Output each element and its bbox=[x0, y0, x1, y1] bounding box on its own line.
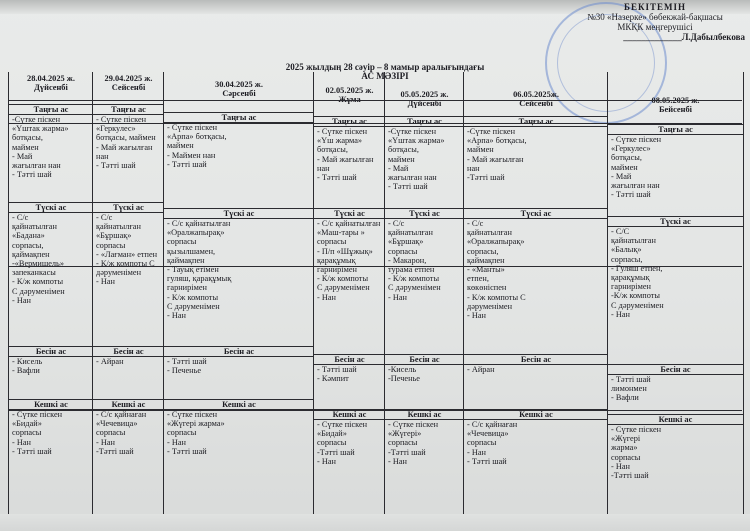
meal-items-text: - С/с қайнатылған «Бадана» сорпасы, қаймақпен -«Вермишель» запеканкасы - К/ж компоты С дәруменімен - Нан bbox=[12, 213, 65, 305]
meal-items-text: - С/с қайнатылған «Оралжапырақ» сорпасы қызылшамен, қаймақпен - Тауық етімен гуляш, қарақұмық гарнирімен - К/ж компоты С дәруменімен - Нан bbox=[167, 219, 232, 321]
meal-items-text: - Тәтті шай лимонмен - Вафли bbox=[611, 375, 651, 403]
meal-heading: Таңғы ас bbox=[464, 116, 608, 127]
meal-heading: Түскі ас bbox=[385, 208, 464, 219]
meal-heading: Таңғы ас bbox=[385, 116, 464, 127]
day-header bbox=[464, 90, 608, 108]
meal-items-text: - Сүтке піскен «Геркулес» ботқасы, маймен - Май жағылған нан - Тәтті шай bbox=[96, 115, 156, 171]
meal-items-text: - Сүтке піскен «Жүгері жарма» сорпасы - Нан - Тәтті шай bbox=[167, 410, 225, 456]
meal-heading: Кешкі ас bbox=[9, 399, 93, 410]
meal-items bbox=[12, 410, 91, 456]
meal-items-text: - С/с қайнатылған «Оралжапырақ» сорпасы, қаймақпен - «Манты» етпен, көкөніспен - К/ж компоты С дәруменімен - Нан bbox=[467, 219, 526, 321]
meal-heading: Бесін ас bbox=[164, 346, 314, 357]
meal-items-text: - С/с қайнатылған «Бұршақ» сорпасы - «Лағман» етпен - К/ж компоты С дәруменімен - Нан bbox=[96, 213, 158, 287]
meal-items-text: - Айран bbox=[467, 365, 495, 374]
meal-heading: Бесін ас bbox=[464, 354, 608, 365]
day-column bbox=[313, 72, 385, 514]
meal-items bbox=[12, 357, 91, 375]
meal-items bbox=[317, 127, 383, 182]
day-date: 06.05.2025ж. bbox=[513, 90, 559, 99]
day-weekday: Бейсенбі bbox=[659, 105, 692, 114]
meal-items-text: - Тәтті шай - Печенье bbox=[167, 357, 207, 376]
meal-heading: Түскі ас bbox=[164, 208, 314, 219]
meal-heading: Кешкі ас bbox=[464, 409, 608, 420]
meal-items bbox=[467, 365, 606, 374]
day-column bbox=[607, 72, 744, 514]
approval-org: №30 «Назерке» бөбекжай-бақшасы bbox=[587, 12, 723, 22]
day-header bbox=[608, 96, 743, 114]
meal-items-text: - С/с қайнатылған «Бұршақ» сорпасы - Макарон, турама етпен - К/ж компоты С дәруменімен - Нан bbox=[388, 219, 441, 302]
meal-heading: Кешкі ас bbox=[93, 399, 164, 410]
row-divider bbox=[8, 410, 742, 411]
day-weekday: Сейсенбі bbox=[519, 99, 553, 108]
meal-items-text: - Кисель - Вафли bbox=[12, 357, 43, 376]
day-column bbox=[463, 72, 608, 514]
meal-items-text: - Сүтке піскен «Бидай» сорпасы -Тәтті шай - Нан bbox=[317, 420, 368, 466]
meal-items bbox=[317, 365, 383, 383]
meal-items-text: - С/с қайнаған «Чечевица» сорпасы - Нан - Тәтті шай bbox=[467, 420, 518, 466]
meal-heading: Таңғы ас bbox=[9, 104, 93, 115]
meal-items bbox=[467, 127, 606, 182]
meal-items bbox=[12, 115, 91, 179]
meal-items-text: -Кисель -Печенье bbox=[388, 365, 420, 384]
meal-heading: Түскі ас bbox=[93, 202, 164, 213]
meal-heading: Кешкі ас bbox=[608, 414, 743, 425]
meal-heading: Кешкі ас bbox=[314, 409, 385, 420]
meal-items-text: - Сүтке піскен «Арпа» ботқасы, маймен - Маймен нан - Тәтті шай bbox=[167, 123, 227, 169]
meal-heading: Түскі ас bbox=[9, 202, 93, 213]
menu-heading: АС МӘЗІРІ bbox=[361, 71, 409, 81]
meal-heading: Таңғы ас bbox=[93, 104, 164, 115]
approval-position: МКҚК меңгерушісі bbox=[617, 22, 693, 32]
day-header bbox=[164, 80, 314, 98]
meal-items-text: - С/С қайнатылған «Балық» сорпасы, - Гуляш етпен, қарақұмық гарнирімен -К/ж компоты С дәруменімен - Нан bbox=[611, 227, 664, 319]
approval-block bbox=[565, 2, 745, 42]
day-date: 05.05.2025 ж. bbox=[400, 90, 449, 99]
meal-heading: Бесін ас bbox=[314, 354, 385, 365]
meal-heading: Түскі ас bbox=[314, 208, 385, 219]
meal-items-text: -Сүтке піскен «Үштак жарма» ботқасы, маймен - Май жағылған нан - Тәтті шай bbox=[388, 127, 445, 192]
meal-heading: Бесін ас bbox=[9, 346, 93, 357]
meal-items bbox=[611, 135, 741, 199]
meal-items bbox=[611, 227, 741, 319]
day-date: 29.04.2025 ж. bbox=[104, 74, 153, 83]
approval-signature: _____________Л.Дабылбекова bbox=[623, 32, 745, 42]
meal-heading: Таңғы ас bbox=[314, 116, 385, 127]
meal-items bbox=[467, 420, 606, 466]
meal-heading: Түскі ас bbox=[464, 208, 608, 219]
meal-heading: Кешкі ас bbox=[385, 409, 464, 420]
day-header bbox=[93, 74, 164, 92]
meal-heading: Бесін ас bbox=[93, 346, 164, 357]
meal-items-text: - Сүтке піскен «Жүгері» сорпасы -Тәтті шай - Нан bbox=[388, 420, 439, 466]
day-weekday: Жұма bbox=[338, 95, 361, 104]
meal-heading: Кешкі ас bbox=[164, 399, 314, 410]
meal-items-text: - Айран bbox=[96, 357, 124, 366]
day-weekday: Сәрсенбі bbox=[222, 89, 256, 98]
meal-items bbox=[167, 123, 312, 169]
meal-items bbox=[388, 219, 462, 302]
meal-items-text: - Сүтке піскен «Геркулес» ботқасы, маймен - Май жағылған нан - Тәтті шай bbox=[611, 135, 662, 200]
meal-items bbox=[388, 420, 462, 466]
day-header bbox=[385, 90, 464, 108]
day-header bbox=[314, 86, 385, 104]
meal-heading: Түскі ас bbox=[608, 216, 743, 227]
menu-period: 2025 жылдың 28 сәуір – 8 мамыр аралығындағы bbox=[285, 62, 485, 72]
day-date: 30.04.2025 ж. bbox=[215, 80, 263, 89]
row-divider bbox=[8, 100, 742, 101]
day-date: 28.04.2025 ж. bbox=[27, 74, 75, 83]
meal-items bbox=[611, 375, 741, 403]
meal-items bbox=[96, 213, 162, 287]
row-divider bbox=[8, 266, 742, 267]
day-column bbox=[8, 72, 93, 514]
meal-items bbox=[388, 127, 462, 191]
meal-items-text: - С/с қайнаған «Чечевица» сорпасы - Нан -Тәтті шай bbox=[96, 410, 147, 456]
meal-heading: Таңғы ас bbox=[608, 124, 743, 135]
day-column bbox=[384, 72, 464, 514]
meal-items bbox=[611, 425, 741, 480]
meal-items-text: -Сүтке піскен «Үштак жарма» ботқасы, маймен - Май жағылған нан - Тәтті шай bbox=[12, 115, 69, 180]
meal-heading: Бесін ас bbox=[608, 364, 743, 375]
meal-items bbox=[12, 213, 91, 305]
meal-heading: Таңғы ас bbox=[164, 112, 314, 123]
meal-items bbox=[317, 219, 383, 302]
meal-heading: Бесін ас bbox=[385, 354, 464, 365]
meal-items bbox=[388, 365, 462, 383]
meal-items-text: - Сүтке піскен «Бидай» сорпасы - Нан - Тәтті шай bbox=[12, 410, 63, 456]
meal-items bbox=[96, 357, 162, 366]
meal-items bbox=[167, 410, 312, 456]
meal-items bbox=[96, 410, 162, 456]
day-column bbox=[163, 72, 314, 514]
row-divider bbox=[8, 123, 742, 124]
day-date: 02.05.2025 ж. bbox=[325, 86, 374, 95]
day-weekday: Дүйсенбі bbox=[407, 99, 442, 108]
day-weekday: Сейсенбі bbox=[111, 83, 146, 92]
meal-items-text: - С/с қайнатылған «Маш-тары » сорпасы - П/п «Шұжық» қарақұмық гарнирімен - К/ж компоты С дәруменімен - Нан bbox=[317, 219, 381, 302]
meal-items-text: -Сүтке піскен «Арпа» ботқасы, маймен - Май жағылған нан -Тәтті шай bbox=[467, 127, 527, 183]
meal-items bbox=[467, 219, 606, 320]
day-weekday: Дүйсенбі bbox=[34, 83, 68, 92]
day-date: 08.05.2025 ж. bbox=[651, 96, 700, 105]
meal-items bbox=[167, 357, 312, 375]
meal-items bbox=[317, 420, 383, 466]
scan-bottom-edge bbox=[0, 514, 750, 531]
meal-items-text: - Сүтке піскен «Үш жарма» ботқасы, - Май жағылған нан - Тәтті шай bbox=[317, 127, 374, 183]
meal-items-text: - Сүтке піскен «Жүгері жарма» сорпасы - Нан -Тәтті шай bbox=[611, 425, 662, 481]
meal-items bbox=[167, 219, 312, 320]
day-column bbox=[92, 72, 164, 514]
day-header bbox=[9, 74, 93, 92]
approval-heading: БЕКІТЕМІН bbox=[624, 2, 686, 12]
meal-items-text: - Тәтті шай - Кәмпит bbox=[317, 365, 357, 384]
